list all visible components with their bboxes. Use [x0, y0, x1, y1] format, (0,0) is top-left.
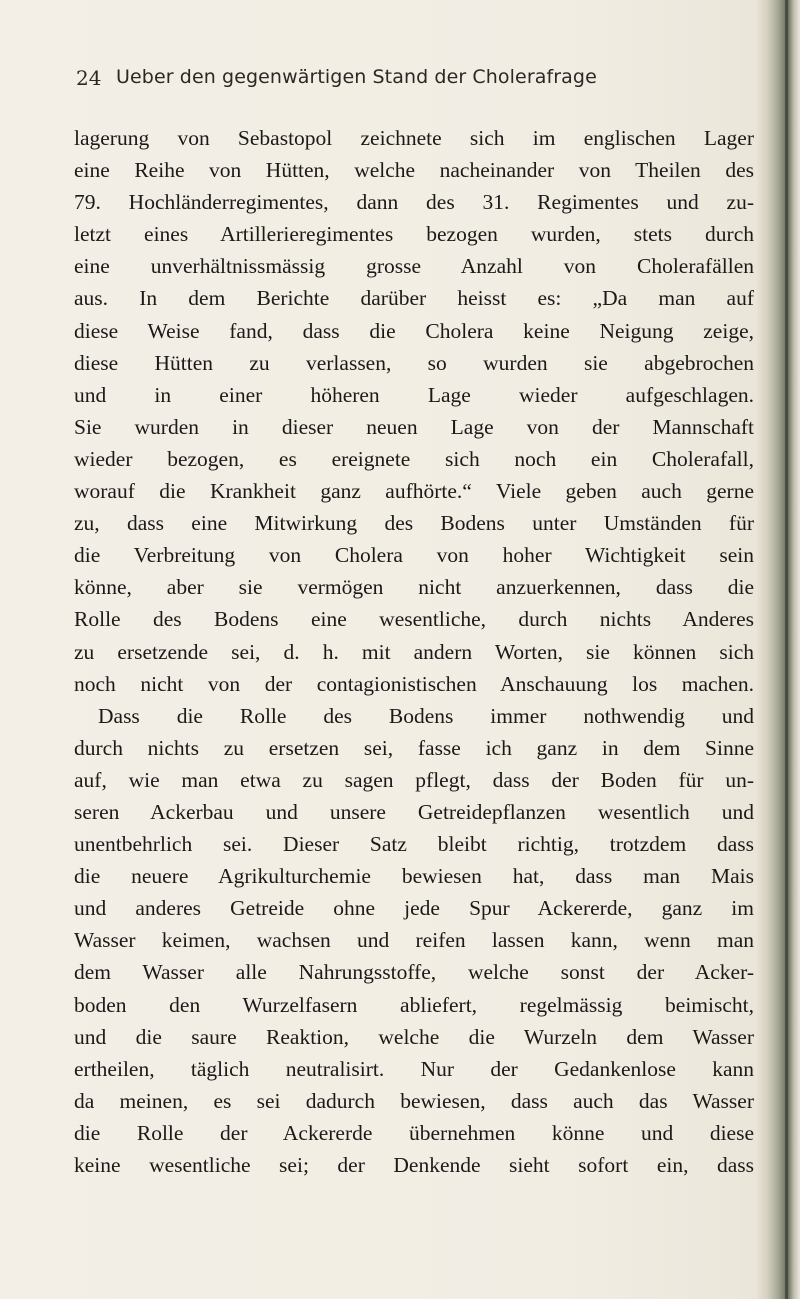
body-text: [74, 122, 754, 1181]
text-line: diese Hütten zu verlassen, so wurden sie abgebrochen: [74, 350, 754, 375]
text-line: zu ersetzende sei, d. h. mit andern Worten, sie können sich: [74, 639, 754, 664]
text-line: boden den Wurzelfasern abliefert, regelmässig beimischt,: [74, 992, 754, 1017]
text-line: dem Wasser alle Nahrungsstoffe, welche sonst der Acker-: [74, 960, 754, 985]
text-line: Rolle des Bodens eine wesentliche, durch nichts Anderes: [74, 607, 754, 632]
text-line: und in einer höheren Lage wieder aufgeschlagen.: [74, 382, 754, 407]
text-line: und anderes Getreide ohne jede Spur Ackererde, ganz im: [74, 896, 754, 921]
text-line: könne, aber sie vermögen nicht anzuerkennen, dass die: [74, 575, 754, 600]
text-line: die Rolle der Ackererde übernehmen könne und diese: [74, 1120, 754, 1145]
text-line: zu, dass eine Mitwirkung des Bodens unter Umständen für: [74, 511, 754, 536]
page-edge-shadow: [756, 0, 800, 1299]
page-number: 24: [76, 66, 102, 90]
text-line: Sie wurden in dieser neuen Lage von der Mannschaft: [74, 414, 754, 439]
text-line: diese Weise fand, dass die Cholera keine Neigung zeige,: [74, 318, 754, 343]
text-line: unentbehrlich sei. Dieser Satz bleibt richtig, trotzdem dass: [74, 832, 754, 857]
text-line: seren Ackerbau und unsere Getreidepflanzen wesentlich und: [74, 799, 754, 824]
running-head: Ueber den gegenwärtigen Stand der Cholerafrage: [116, 66, 597, 88]
text-line: eine Reihe von Hütten, welche nacheinander von Theilen des: [74, 158, 754, 183]
text-line: worauf die Krankheit ganz aufhörte.“ Viele geben auch gerne: [74, 479, 754, 504]
text-line: letzt eines Artillerieregimentes bezogen wurden, stets durch: [74, 222, 754, 247]
text-line: ertheilen, täglich neutralisirt. Nur der Gedankenlose kann: [74, 1056, 754, 1081]
text-line: noch nicht von der contagionistischen Anschauung los machen.: [74, 671, 754, 696]
text-line: und die saure Reaktion, welche die Wurzeln dem Wasser: [74, 1024, 754, 1049]
text-line: die neuere Agrikulturchemie bewiesen hat, dass man Mais: [74, 864, 754, 889]
page-header: [76, 66, 756, 94]
text-line: eine unverhältnissmässig grosse Anzahl von Cholerafällen: [74, 254, 754, 279]
page-edge-line: [785, 0, 788, 1299]
text-line: aus. In dem Berichte darüber heisst es: „Da man auf: [74, 286, 754, 311]
text-line: auf, wie man etwa zu sagen pflegt, dass der Boden für un-: [74, 767, 754, 792]
text-line: wieder bezogen, es ereignete sich noch ein Cholerafall,: [74, 446, 754, 471]
text-line: Wasser keimen, wachsen und reifen lassen kann, wenn man: [74, 928, 754, 953]
text-line: 79. Hochländerregimentes, dann des 31. Regimentes und zu-: [74, 190, 754, 215]
text-line: durch nichts zu ersetzen sei, fasse ich ganz in dem Sinne: [74, 735, 754, 760]
text-line-paragraph-start: Dass die Rolle des Bodens immer nothwendig und: [98, 703, 754, 728]
text-line: die Verbreitung von Cholera von hoher Wichtigkeit sein: [74, 543, 754, 568]
text-line: da meinen, es sei dadurch bewiesen, dass auch das Wasser: [74, 1088, 754, 1113]
text-line: keine wesentliche sei; der Denkende sieht sofort ein, dass: [74, 1153, 754, 1177]
text-line: lagerung von Sebastopol zeichnete sich im englischen Lager: [74, 126, 754, 150]
